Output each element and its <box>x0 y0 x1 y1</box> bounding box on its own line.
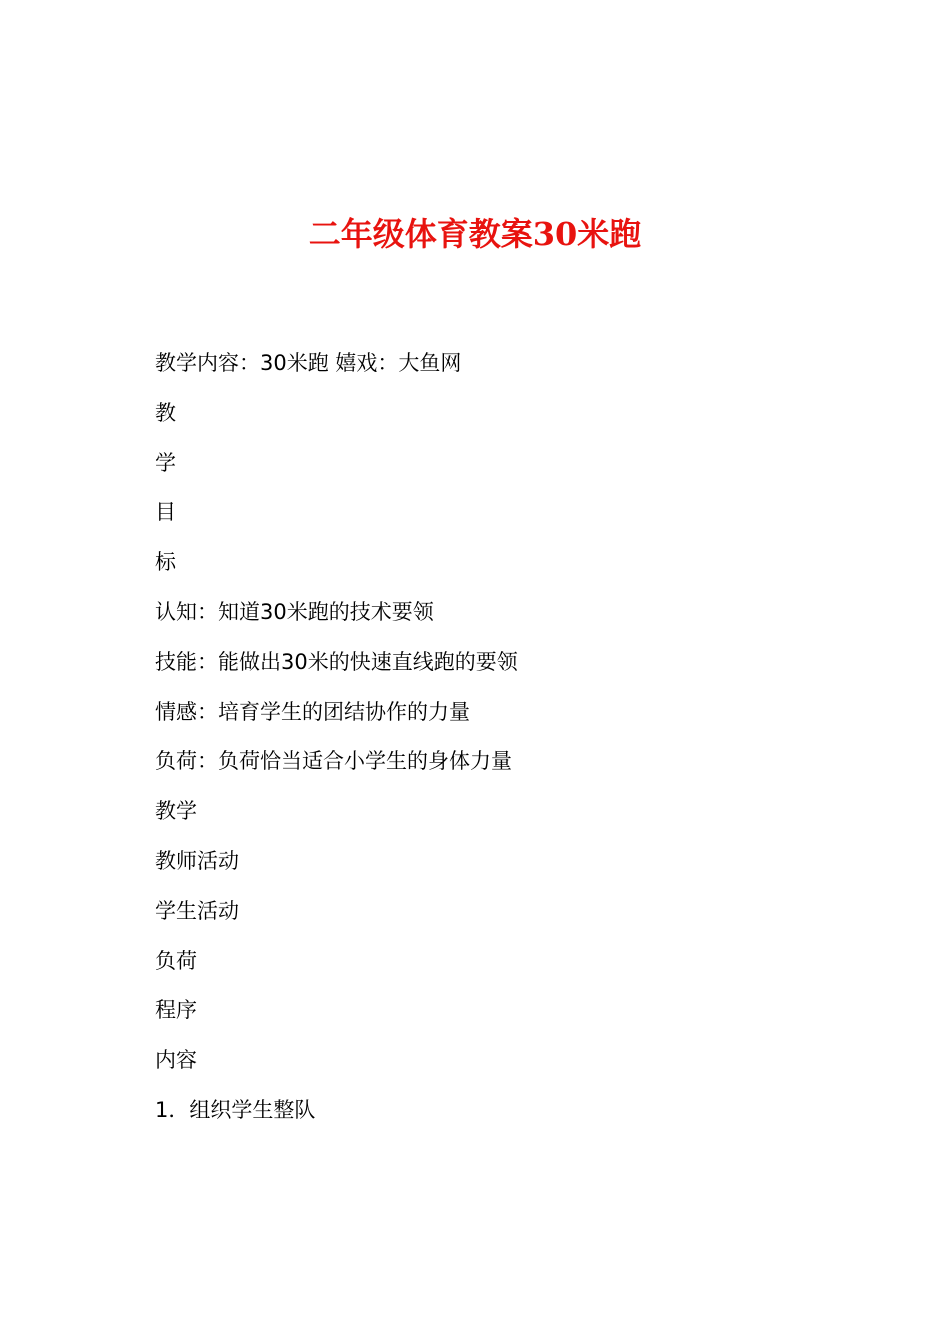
body-line-student-activity: 学生活动 <box>155 898 239 923</box>
body-line-jiao: 教 <box>155 400 176 425</box>
body-line-cognition: 认知：知道30米跑的技术要领 <box>155 599 434 624</box>
document-title: 二年级体育教案30米跑 <box>308 215 642 253</box>
body-line-load: 负荷：负荷恰当适合小学生的身体力量 <box>155 749 512 774</box>
body-line-fuhe: 负荷 <box>155 948 197 973</box>
body-line-teaching-content: 教学内容：30米跑 嬉戏：大鱼网 <box>155 351 462 375</box>
body-line-biao: 标 <box>155 550 176 575</box>
document-body <box>155 346 855 1143</box>
body-line-emotion: 情感：培育学生的团结协作的力量 <box>155 699 470 724</box>
body-line-teaching: 教学 <box>155 799 197 824</box>
body-line-step-1: 1．组织学生整队 <box>155 1097 316 1122</box>
body-line-xue: 学 <box>155 450 176 475</box>
body-line-teacher-activity: 教师活动 <box>155 848 239 873</box>
body-line-content: 内容 <box>155 1048 197 1073</box>
body-line-procedure: 程序 <box>155 998 197 1023</box>
body-line-skill: 技能：能做出30米的快速直线跑的要领 <box>155 649 518 674</box>
body-line-mu: 目 <box>155 500 176 525</box>
